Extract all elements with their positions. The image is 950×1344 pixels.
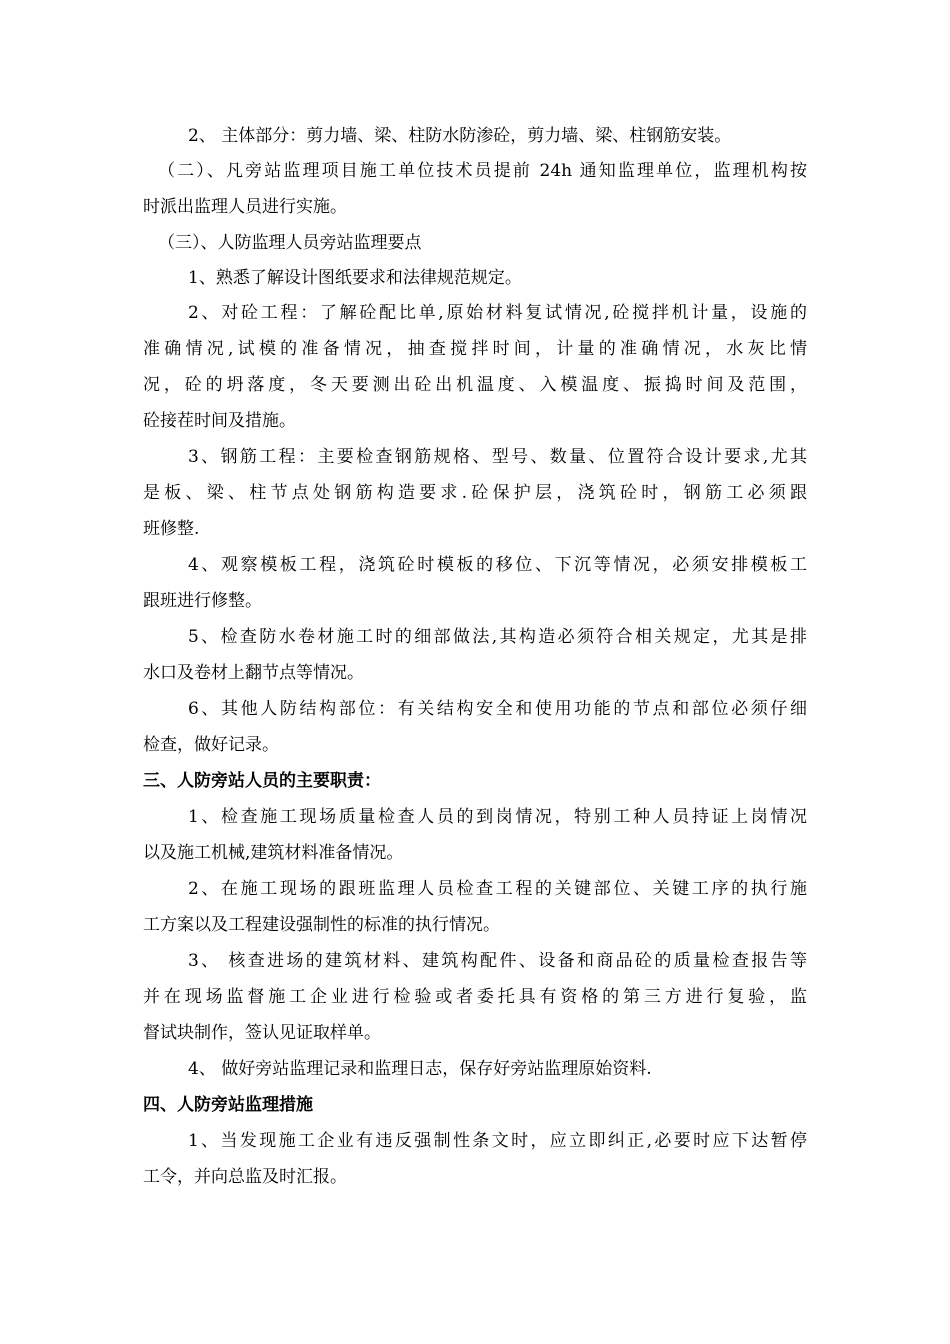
paragraph-line: 1、熟悉了解设计图纸要求和法律规范规定。 xyxy=(188,268,522,288)
paragraph-line: 督试块制作，签认见证取样单。 xyxy=(143,1023,381,1043)
paragraph-line: 2、 主体部分：剪力墙、梁、柱防水防渗砼，剪力墙、梁、柱钢筋安装。 xyxy=(188,126,732,146)
paragraph-line: 2、在施工现场的跟班监理人员检查工程的关键部位、关键工序的执行施 xyxy=(188,879,807,899)
section-heading: 三、人防旁站人员的主要职责： xyxy=(143,771,381,791)
paragraph-line: 以及施工机械,建筑材料准备情况。 xyxy=(143,843,404,863)
paragraph-line: 时派出监理人员进行实施。 xyxy=(143,197,347,217)
paragraph-line: （二）、凡旁站监理项目施工单位技术员提前 24h 通知监理单位，监理机构按 xyxy=(158,161,807,181)
paragraph-line: 并在现场监督施工企业进行检验或者委托具有资格的第三方进行复验，监 xyxy=(143,987,807,1007)
paragraph-line: 工方案以及工程建设强制性的标准的执行情况。 xyxy=(143,915,500,935)
paragraph-line: 4、 做好旁站监理记录和监理日志，保存好旁站监理原始资料. xyxy=(188,1059,652,1079)
paragraph-line: 水口及卷材上翻节点等情况。 xyxy=(143,663,364,683)
paragraph-line: 班修整. xyxy=(143,519,200,539)
paragraph-line: 况，砼的坍落度，冬天要测出砼出机温度、入模温度、振捣时间及范围， xyxy=(143,375,807,395)
section-heading: 四、人防旁站监理措施 xyxy=(143,1095,313,1115)
paragraph-line: 3、钢筋工程：主要检查钢筋规格、型号、数量、位置符合设计要求,尤其 xyxy=(188,447,807,467)
paragraph-line: 1、当发现施工企业有违反强制性条文时，应立即纠正,必要时应下达暂停 xyxy=(188,1131,807,1151)
paragraph-line: 2、对砼工程：了解砼配比单,原始材料复试情况,砼搅拌机计量，设施的 xyxy=(188,303,807,323)
section-heading: （三）、人防监理人员旁站监理要点 xyxy=(158,233,422,253)
paragraph-line: 4、观察模板工程，浇筑砼时模板的移位、下沉等情况，必须安排模板工 xyxy=(188,555,807,575)
paragraph-line: 1、检查施工现场质量检查人员的到岗情况，特别工种人员持证上岗情况 xyxy=(188,807,807,827)
paragraph-line: 跟班进行修整。 xyxy=(143,591,262,611)
paragraph-line: 是板、梁、柱节点处钢筋构造要求.砼保护层，浇筑砼时，钢筋工必须跟 xyxy=(143,483,807,503)
paragraph-line: 砼接茬时间及措施。 xyxy=(143,411,296,431)
paragraph-line: 5、检查防水卷材施工时的细部做法,其构造必须符合相关规定，尤其是排 xyxy=(188,627,807,647)
paragraph-line: 准确情况,试模的准备情况，抽查搅拌时间，计量的准确情况，水灰比情 xyxy=(143,339,807,359)
paragraph-line: 3、 核查进场的建筑材料、建筑构配件、设备和商品砼的质量检查报告等 xyxy=(188,951,807,971)
paragraph-line: 工令，并向总监及时汇报。 xyxy=(143,1167,347,1187)
paragraph-line: 检查，做好记录。 xyxy=(143,735,279,755)
paragraph-line: 6、其他人防结构部位：有关结构安全和使用功能的节点和部位必须仔细 xyxy=(188,699,807,719)
